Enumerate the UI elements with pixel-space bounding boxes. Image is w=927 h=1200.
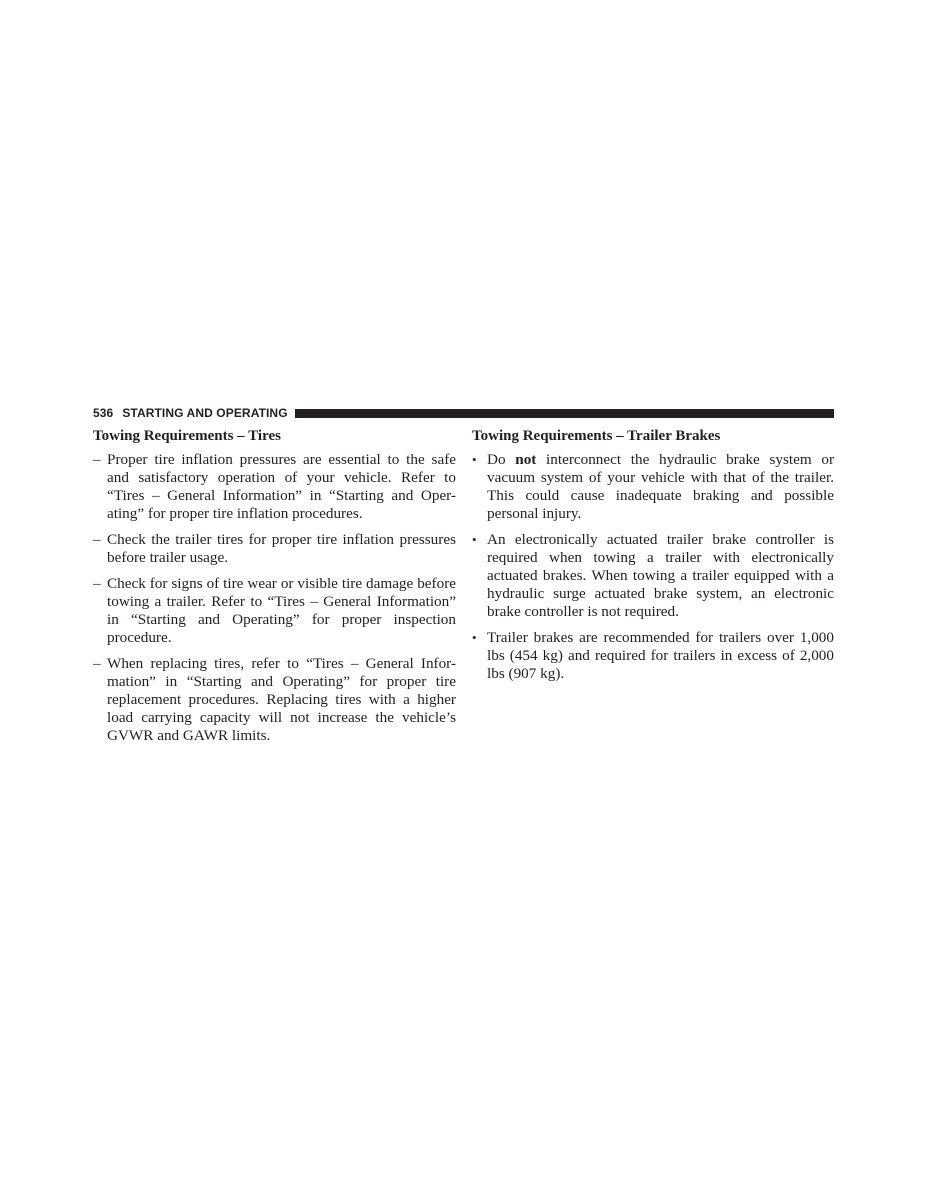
section-title: STARTING AND OPERATING: [122, 406, 288, 420]
list-item: [93, 531, 456, 567]
list-item-text: When replacing tires, refer to “Tires – General Infor-mation” in “Starting and Operating” for proper tire replacement procedures. Replacing tires with a higher load carrying capacity will not increase the vehicle’s GVWR and GAWR limits.: [107, 655, 456, 744]
tires-heading: Towing Requirements – Tires: [93, 428, 281, 444]
left-column: [93, 427, 456, 753]
bullet-marker: •: [472, 532, 477, 547]
dash-marker: –: [93, 451, 101, 468]
trailer-brakes-heading: Towing Requirements – Trailer Brakes: [472, 428, 721, 444]
dash-marker: –: [93, 531, 101, 548]
list-item-text: Check for signs of tire wear or visible tire damage before towing a trailer. Refer to “Tires – General Information” in “Starting and Operating” for proper inspection procedure.: [107, 575, 456, 646]
dash-marker: –: [93, 655, 101, 672]
header-rule-bar: [295, 409, 834, 418]
page-number: 536: [93, 406, 114, 420]
list-item: [93, 655, 456, 745]
list-item-text: Check the trailer tires for proper tire inflation pressures before trailer usage.: [107, 531, 456, 566]
emphasis-not: not: [515, 451, 537, 468]
page-header: [93, 405, 834, 421]
item-rest: interconnect the hydraulic brake system or vacuum system of your vehicle with that of the trailer. This could cause inadequate braking and possible personal injury.: [487, 451, 835, 522]
dash-marker: –: [93, 575, 101, 592]
list-item: [472, 531, 834, 621]
item-prefix: Do: [487, 451, 506, 468]
list-item: [93, 451, 456, 523]
list-item-text: An electronically actuated trailer brake controller is required when towing a trailer with electronically actuated brakes. When towing a trailer equipped with a hydraulic surge actuated brake system, an electronic brake controller is not required.: [487, 531, 834, 620]
list-item-text: [487, 451, 834, 523]
list-item: [472, 451, 834, 523]
right-column: [472, 427, 834, 691]
bullet-marker: •: [472, 630, 477, 645]
list-item: [472, 629, 834, 683]
list-item-text: Proper tire inflation pressures are essential to the safe and satisfactory operation of your vehicle. Refer to “Tires – General Information” in “Starting and Oper-ating” for proper tire inflation procedures.: [107, 451, 456, 522]
bullet-marker: •: [472, 452, 477, 467]
list-item: [93, 575, 456, 647]
list-item-text: Trailer brakes are recommended for trailers over 1,000 lbs (454 kg) and required for trailers in excess of 2,000 lbs (907 kg).: [487, 629, 834, 682]
